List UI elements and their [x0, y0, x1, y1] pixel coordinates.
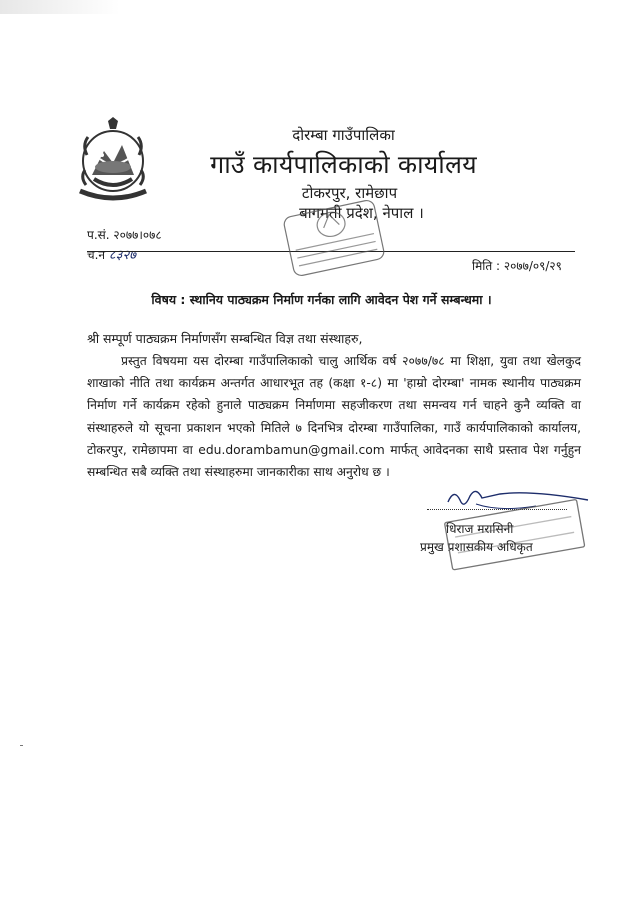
- officer-stamp: [436, 497, 590, 577]
- office-name: गाउँ कार्यपालिकाको कार्यालय: [210, 150, 477, 179]
- reference-number-value: २०७७।०७८: [113, 228, 162, 242]
- salutation: श्री सम्पूर्ण पाठ्यक्रम निर्माणसँग सम्बन्धित विज्ञ तथा संस्थाहरु,: [87, 331, 363, 346]
- letter-date: [472, 257, 562, 274]
- reference-number: [87, 226, 162, 243]
- dispatch-number-value: ८३२७: [108, 248, 136, 263]
- date-value: २०७७/०९/२९: [503, 259, 562, 273]
- address-line-2: बागमती प्रदेश, नेपाल ।: [299, 204, 424, 222]
- body-paragraph: प्रस्तुत विषयमा यस दोरम्बा गाउँपालिकाको चालु आर्थिक वर्ष २०७७/७८ मा शिक्षा, युवा तथा खेलकुद शाखाको नीति तथा कार्यक्रम अन्तर्गत आधारभूत तह (कक्षा १-८) मा 'हाम्रो दोरम्बा' नामक स्थानीय पाठ्यक्रम निर्माण गर्ने कार्यक्रम रहेको हुनाले पाठ्यक्रम निर्माणमा सहजीकरण तथा समन्वय गर्न चाहने कुनै व्यक्ति वा संस्थाहरुले यो सूचना प्रकाशन भएको मितिले ७ दिनभित्र दोरम्बा गाउँपालिका, गाउँ कार्यपालिकाको कार्यालय, टोकरपुर, रामेछापमा वा edu.dorambamun@gmail.com मार्फत् आवेदनका साथै प्रस्ताव पेश गर्नुहुन सम्बन्धित सबै व्यक्ति तथा संस्थाहरुमा जानकारीका साथ अनुरोध छ ।: [87, 354, 581, 480]
- reference-number-label: प.सं.: [87, 228, 114, 242]
- scan-edge-shadow: [0, 0, 120, 14]
- municipality-name: दोरम्बा गाउँपालिका: [292, 126, 395, 144]
- address-line-1: टोकरपुर, रामेछाप: [301, 184, 398, 202]
- subject-line: विषय : स्थानिय पाठ्यक्रम निर्माण गर्नका लागि आवेदन पेश गर्ने सम्बन्धमा ।: [151, 292, 492, 307]
- signatory-title: प्रमुख प्रशासकीय अधिकृत: [420, 540, 533, 554]
- dispatch-number-label: च.न: [87, 248, 109, 262]
- signatory-name: धिराज मरासिनी: [446, 522, 514, 536]
- office-stamp: [278, 196, 390, 280]
- dispatch-number: [87, 245, 136, 263]
- scan-speck: [20, 745, 23, 746]
- date-label: मिति :: [472, 259, 504, 273]
